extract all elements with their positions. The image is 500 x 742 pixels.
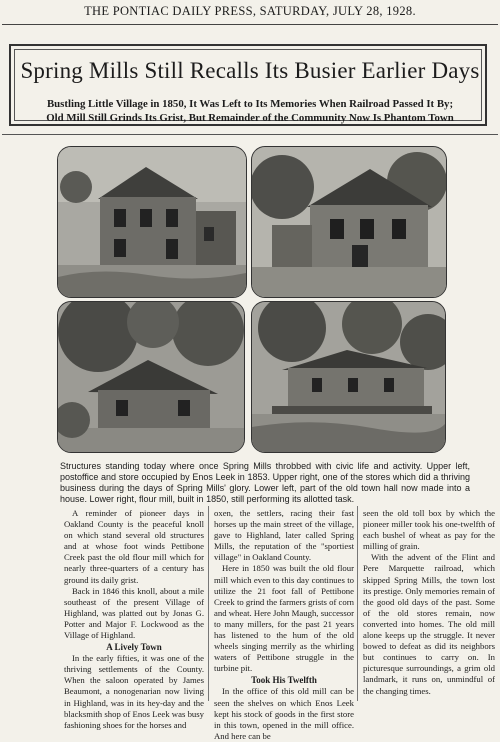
- newspaper-masthead: THE PONTIAC DAILY PRESS, SATURDAY, JULY 28, 1928.: [84, 4, 416, 18]
- paragraph: Here in 1850 was built the old flour mill which even to this day continues to utilize the 21 foot fall of Pettibone Creek to grind the farmers grists of corn and wheat. Here John Maugh, successor to many millers, for the past 21 years has listened to the hum of the old wheels singing merrily as the whirling waters of Pettibone struggle in the turbine pit.: [214, 563, 354, 674]
- article-column-1: [64, 508, 204, 731]
- paragraph: oxen, the settlers, racing their fast horses up the main street of the village, gave to Highland, later called Spring Mills, the reputation of the "sportiest village" in Oakland County.: [214, 508, 354, 563]
- paragraph: A reminder of pioneer days in Oakland County is the peaceful knoll on which stand several old structures and at whose foot winds Pettibone Creek past the old flour mill which for nearly three-quarters of a century has ground its daily grist.: [64, 508, 204, 585]
- town-hall-photo: [57, 301, 245, 453]
- paragraph: With the advent of the Flint and Pere Marquette railroad, which skipped Spring Mills, the town lost its prestige. Only memories remain of the good old days of the past. Some of the old stores remain, now converted into homes. The old mill alone keeps up the struggle. It never bowed to defeat as did its neighbors but continues to carry on. In picturesque surroundings, a grim old landmark, it runs on, unmindful of the changing times.: [363, 552, 495, 696]
- subheadline-line-2: Old Mill Still Grinds Its Grist, But Remainder of the Community Now Is Phantom Town: [46, 112, 454, 124]
- masthead-rule: [2, 24, 498, 25]
- column-divider: [208, 506, 209, 701]
- paragraph: seen the old toll box by which the pioneer miller took his one-twelfth of each bushel of wheat as pay for the milling of grain.: [363, 508, 495, 552]
- article-column-2: [214, 508, 354, 742]
- paragraph: Back in 1846 this knoll, about a mile southeast of the present Village of Highland, was platted out by Jonas G. Potter and Major F. Lockwood as the Village of Highland.: [64, 585, 204, 641]
- article-column-3: [363, 508, 495, 697]
- headline-rule: [2, 134, 498, 135]
- flour-mill-photo: [251, 301, 446, 453]
- subheadline-line-1: Bustling Little Village in 1850, It Was Left to Its Memories When Railroad Passed It By;: [46, 98, 454, 110]
- headline: Spring Mills Still Recalls Its Busier Earlier Days: [20, 58, 480, 83]
- house-photo: [57, 146, 247, 298]
- paragraph: In the early fifties, it was one of the thriving settlements of the County. When the saloon operated by James Beaumont, a nonogenarian now living in Highland, was in its hey-day and the blacksmith shop of Enos Leek was busy fashioning shoes for the horses and: [64, 653, 204, 730]
- photo-caption: Structures standing today where once Spring Mills throbbed with civic life and activity. Upper left, postoffice and store occupied by Enos Leek in 1853. Upper right, one of the stores which did a thriving business during the days of Spring Mills' glory. Lower left, part of the old town hall now made into a house. Lower right, flour mill, built in 1850, still performing its allotted task.: [60, 461, 470, 504]
- paragraph: In the office of this old mill can be seen the shelves on which Enos Leek kept his stock of goods in the first store in this town, opened in the mill office. And here can be: [214, 686, 354, 741]
- section-subhead: A Lively Town: [106, 642, 162, 653]
- section-subhead: Took His Twelfth: [251, 675, 317, 686]
- column-divider: [357, 506, 358, 701]
- store-photo: [251, 146, 447, 298]
